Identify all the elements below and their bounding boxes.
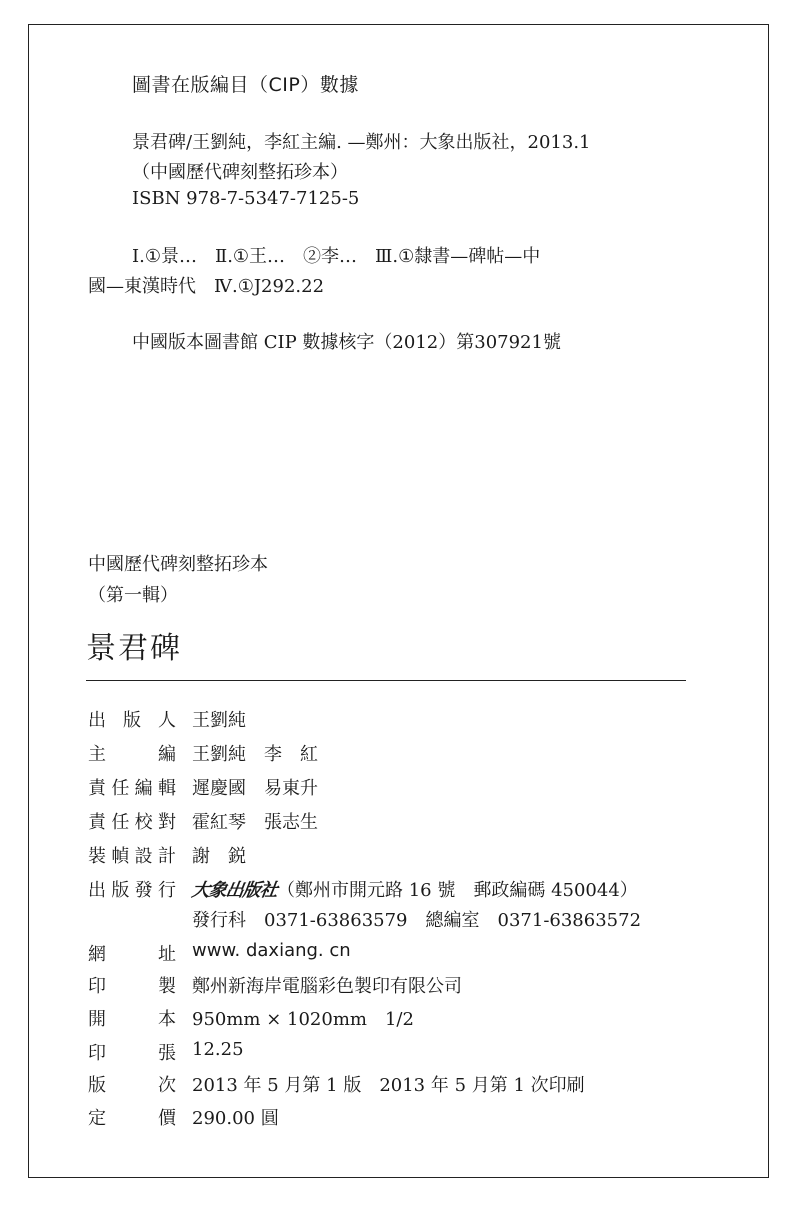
edition-value: 2013 年 5 月第 1 版 2013 年 5 月第 1 次印刷 <box>192 1075 585 1096</box>
series-name: 中國歷代碑刻整拓珍本 <box>88 554 268 575</box>
proofreader-label: 責 任 校 對 <box>88 812 176 833</box>
cip-series-line: （中國歷代碑刻整拓珍本） <box>132 162 348 183</box>
chief-editor-value: 王劉純 李 紅 <box>192 744 318 765</box>
price-value: 290.00 圓 <box>192 1108 279 1129</box>
distribution-value <box>192 876 638 902</box>
publisher-logo: 大象出版社 <box>190 880 279 901</box>
format-label: 開 本 <box>88 1009 176 1030</box>
printer-label: 印 製 <box>88 976 176 997</box>
edition-label: 版 次 <box>88 1075 176 1096</box>
responsible-editor-label: 責 任 編 輯 <box>88 778 176 799</box>
designer-label: 裝 幀 設 計 <box>88 846 176 867</box>
format-value: 950mm × 1020mm 1/2 <box>192 1009 414 1030</box>
sheets-label: 印 張 <box>88 1043 176 1064</box>
responsible-editor-value: 遲慶國 易東升 <box>192 778 318 799</box>
price-label: 定 價 <box>88 1108 176 1129</box>
publisher-address: （鄭州市開元路 16 號 郵政編碼 450044） <box>277 880 638 901</box>
website-link[interactable]: www. daxiang. cn <box>192 940 351 961</box>
cip-bibliographic-line: 景君碑/王劉純，李紅主編. —鄭州：大象出版社，2013.1 <box>132 132 591 153</box>
publisher-phones: 發行科 0371-63863579 總編室 0371-63863572 <box>192 910 642 931</box>
chief-editor-label: 主 編 <box>88 744 176 765</box>
sheets-value: 12.25 <box>192 1039 244 1060</box>
cip-title: 圖書在版編目（CIP）數據 <box>132 74 359 96</box>
publisher-value: 王劉純 <box>192 710 246 731</box>
website-label: 網 址 <box>88 944 176 965</box>
distribution-label: 出 版 發 行 <box>88 880 176 901</box>
cip-data-number: 中國版本圖書館 CIP 數據核字（2012）第307921號 <box>132 332 561 353</box>
series-volume: （第一輯） <box>88 585 178 606</box>
title-divider <box>86 680 686 681</box>
proofreader-value: 霍紅琴 張志生 <box>192 812 318 833</box>
printer-value: 鄭州新海岸電腦彩色製印有限公司 <box>192 976 462 997</box>
publisher-label: 出 版 人 <box>88 710 176 731</box>
designer-value: 謝 鋭 <box>192 846 246 867</box>
cip-classification-line-continued: 國—東漢時代 Ⅳ.①J292.22 <box>88 276 325 297</box>
book-title: 景君碑 <box>86 631 182 666</box>
cip-classification-line: Ⅰ.①景… Ⅱ.①王… ②李… Ⅲ.①隸書—碑帖—中 <box>132 246 541 267</box>
cip-isbn: ISBN 978-7-5347-7125-5 <box>132 188 360 209</box>
